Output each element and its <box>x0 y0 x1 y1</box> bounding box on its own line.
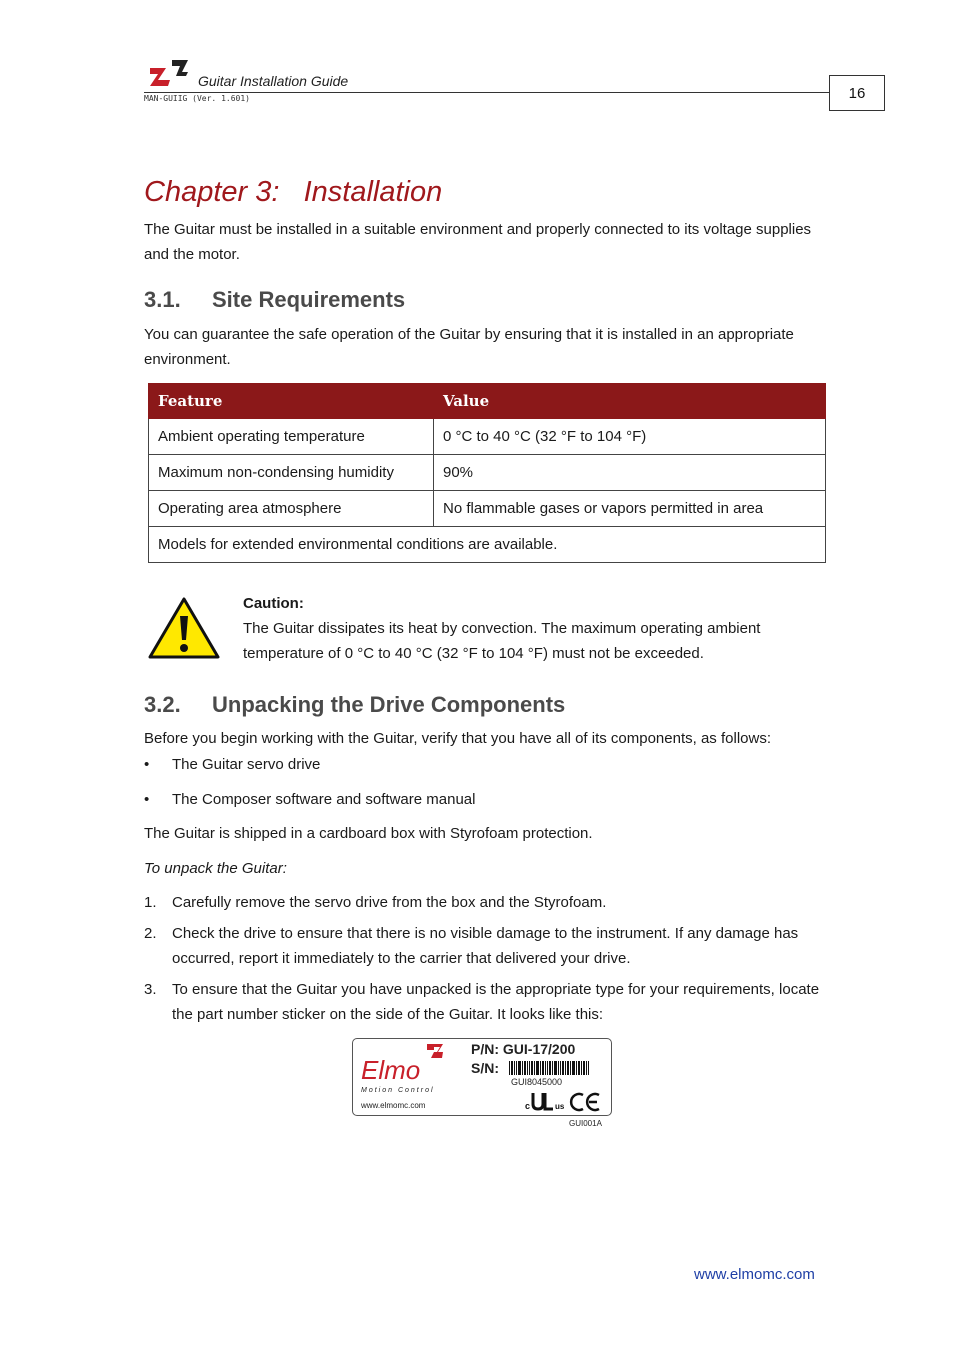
section-title: Unpacking the Drive Components <box>212 692 566 717</box>
barcode-icon <box>509 1061 589 1075</box>
sticker-brand: Elmo <box>361 1055 421 1085</box>
table-footnote-row <box>149 527 826 563</box>
column-header-feature: Feature <box>149 384 434 419</box>
site-requirements-table <box>148 383 826 563</box>
shipping-note: The Guitar is shipped in a cardboard box with Styrofoam protection. <box>144 825 593 842</box>
elmo-logo-icon <box>148 58 190 88</box>
sticker-part-number: P/N: GUI-17/200 <box>471 1041 576 1057</box>
certification-marks-icon <box>525 1089 605 1113</box>
table-header-row <box>149 384 826 419</box>
table-cell-value: 90% <box>434 455 826 491</box>
sticker-subtitle: Motion Control <box>361 1087 435 1094</box>
sticker-website: www.elmomc.com <box>361 1101 426 1110</box>
section-intro: You can guarantee the safe operation of the Guitar by ensuring that it is installed in an appropriate environment. <box>144 326 794 368</box>
table-row <box>149 419 826 455</box>
table-row <box>149 455 826 491</box>
table-footnote: Models for extended environmental conditions are available. <box>149 527 826 563</box>
elmo-logo-icon <box>426 1043 444 1059</box>
step-text: Check the drive to ensure that there is no visible damage to the instrument. If any damage has occurred, report it immediately to the carrier that delivered your drive. <box>172 925 799 967</box>
header-divider <box>144 92 830 93</box>
sticker-serial-number: GUI8045000 <box>511 1077 563 1087</box>
table-cell-feature: Operating area atmosphere <box>149 491 434 527</box>
section-heading-unpacking <box>144 692 565 718</box>
caution-text: The Guitar dissipates its heat by convection. The maximum operating ambient temperature of 0 °C to 40 °C (32 °F to 104 °F) must not be exceeded. <box>243 620 761 662</box>
step-text: Carefully remove the servo drive from the box and the Styrofoam. <box>172 894 607 911</box>
caution-title: Caution: <box>243 595 304 612</box>
step-number: 2. <box>144 925 157 942</box>
svg-text:us: us <box>555 1102 565 1111</box>
bullet-icon: • <box>144 791 150 808</box>
procedure-title: To unpack the Guitar: <box>144 860 287 877</box>
step-number: 1. <box>144 894 157 911</box>
table-cell-feature: Maximum non-condensing humidity <box>149 455 434 491</box>
section-number: 3.2. <box>144 692 181 717</box>
sticker-serial-label: S/N: <box>471 1060 499 1076</box>
table-cell-feature: Ambient operating temperature <box>149 419 434 455</box>
table-cell-value: 0 °C to 40 °C (32 °F to 104 °F) <box>434 419 826 455</box>
header-title: Guitar Installation Guide <box>198 73 349 89</box>
section-number: 3.1. <box>144 287 181 312</box>
table-row <box>149 491 826 527</box>
table-cell-value: No flammable gases or vapors permitted in area <box>434 491 826 527</box>
chapter-title: Chapter 3: Installation <box>144 176 443 208</box>
page-number: 16 <box>829 75 885 111</box>
part-number-sticker <box>352 1038 612 1116</box>
section-intro: Before you begin working with the Guitar, verify that you have all of its components, as follows: <box>144 730 771 747</box>
column-header-value: Value <box>434 384 826 419</box>
step-number: 3. <box>144 981 157 998</box>
figure-id: GUI001A <box>569 1119 602 1128</box>
warning-triangle-icon <box>148 596 220 660</box>
svg-text:c: c <box>525 1101 531 1111</box>
footer-website-link[interactable]: www.elmomc.com <box>694 1266 815 1283</box>
chapter-intro: The Guitar must be installed in a suitable environment and properly connected to its voltage supplies and the motor. <box>144 221 812 263</box>
section-title: Site Requirements <box>212 287 406 312</box>
document-version: MAN-GUIIG (Ver. 1.601) <box>144 94 250 103</box>
bullet-icon: • <box>144 756 150 773</box>
section-heading-site-requirements <box>144 287 405 313</box>
step-text: To ensure that the Guitar you have unpacked is the appropriate type for your requirements, locate the part number sticker on the side of the Guitar. It looks like this: <box>172 981 820 1023</box>
